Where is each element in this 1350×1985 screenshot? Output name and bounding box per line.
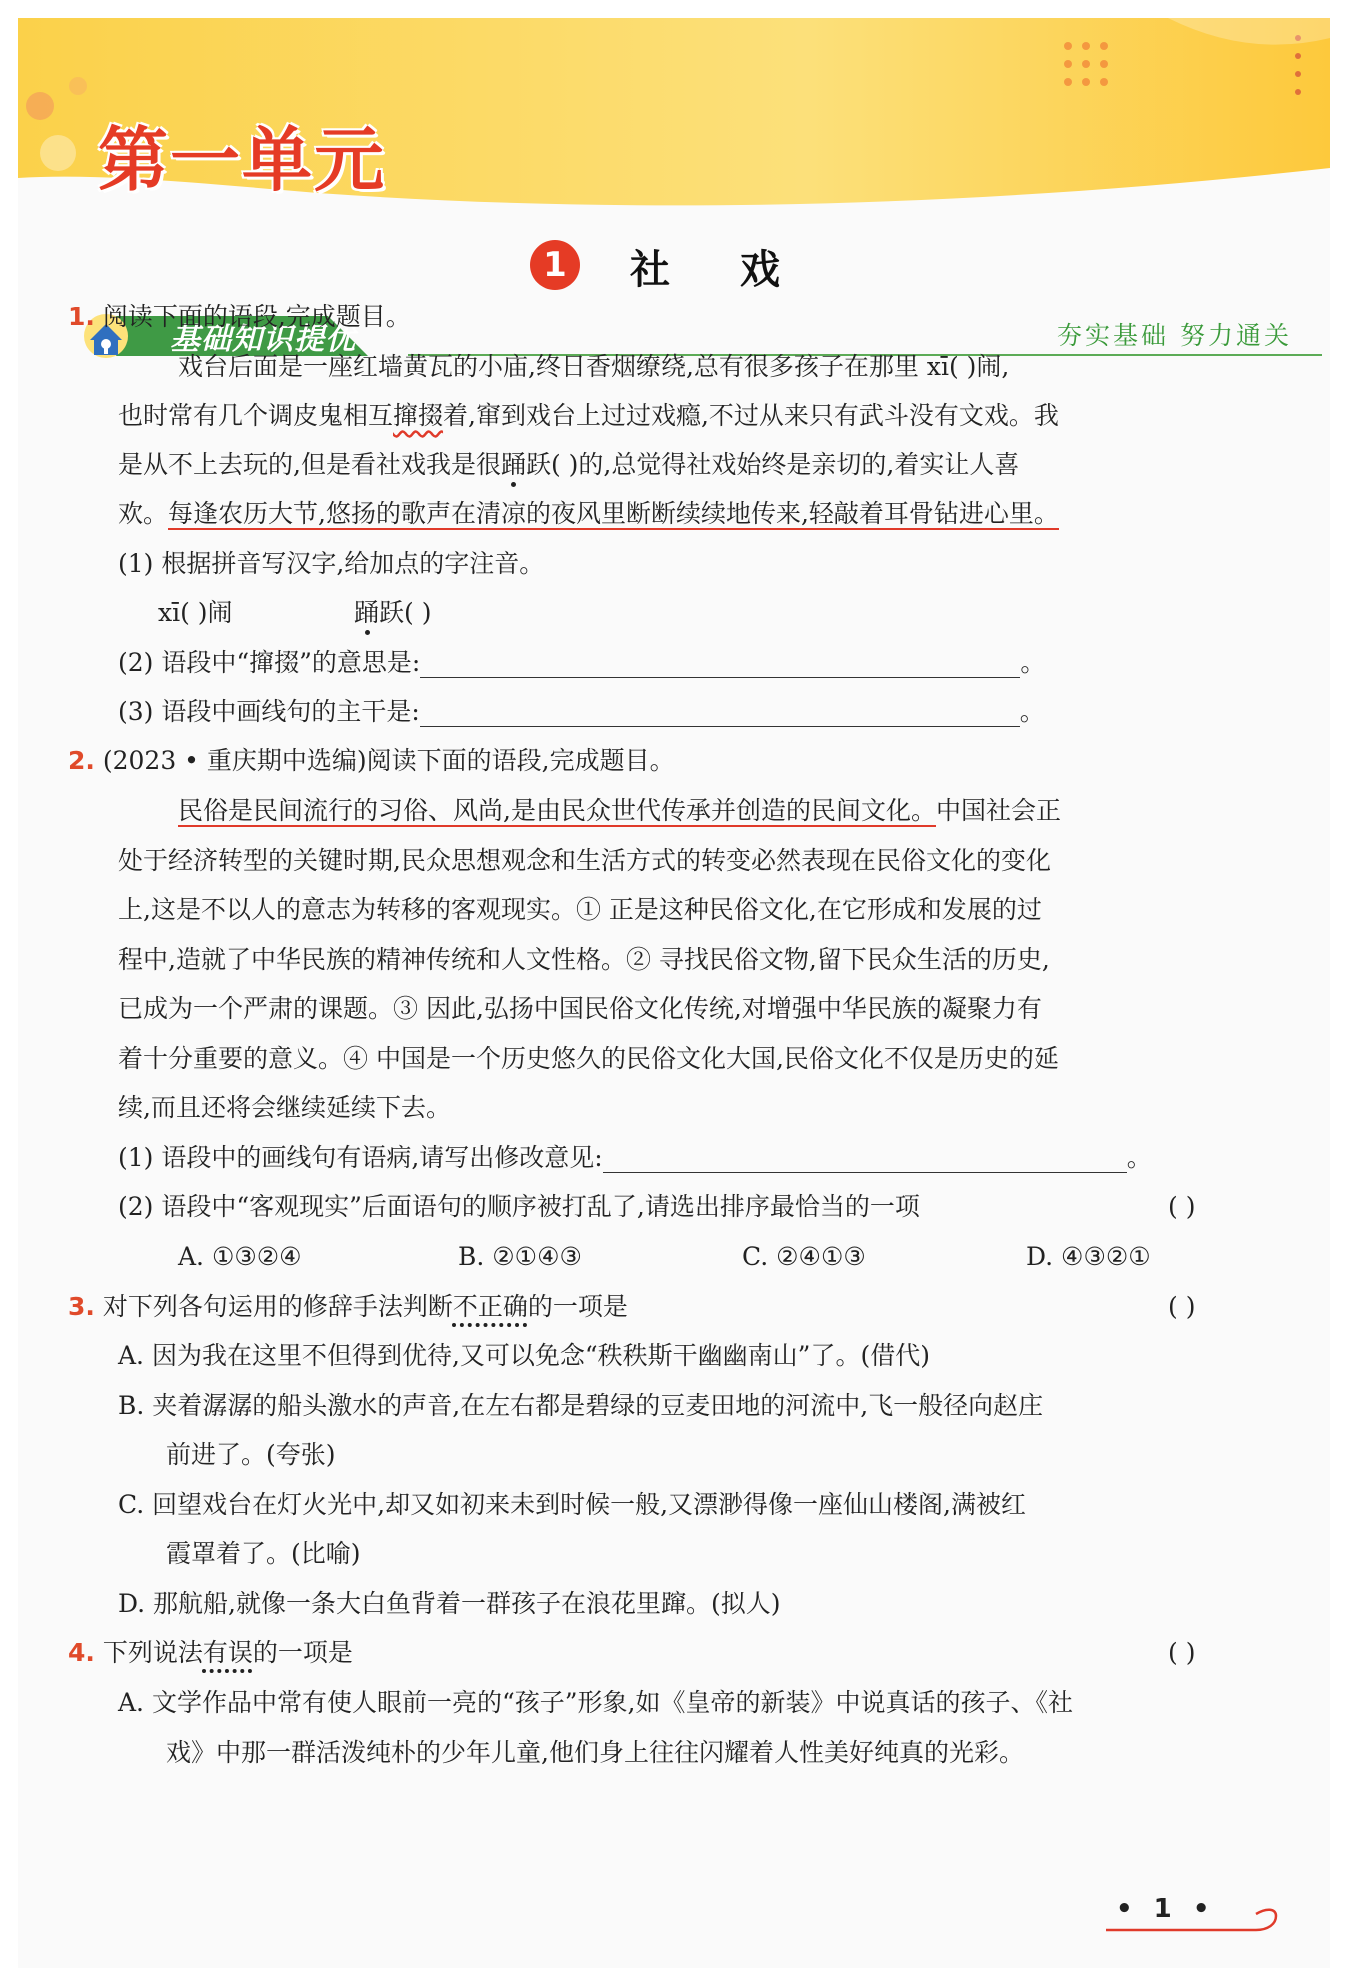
underlined-sentence: 民俗是民间流行的习俗、风尚,是由民众世代传承并创造的民间文化。 <box>178 796 936 825</box>
text: 也时常有几个调皮鬼相互 <box>118 401 394 430</box>
lesson-number-badge: 1 <box>530 240 580 290</box>
unit-title: 第一单元 <box>98 119 386 201</box>
option-d: D. ④③②① <box>1026 1242 1151 1271</box>
q4-header <box>68 1638 353 1668</box>
q2-passage-line: 处于经济转型的关键时期,民众思想观念和生活方式的转变必然表现在民俗文化的变化 <box>118 846 1051 875</box>
option-b: B. ②①④③ <box>458 1242 582 1271</box>
dotted-character: 踊 <box>500 450 526 479</box>
q2-subquestion-2: (2) 语段中“客观现实”后面语句的顺序被打乱了,请选出排序最恰当的一项 <box>118 1192 920 1221</box>
question-prompt: 下列说法 <box>102 1638 203 1667</box>
option-d: D. 那航船,就像一条大白鱼背着一群孩子在浪花里蹿。(拟人) <box>118 1589 781 1618</box>
q2-passage-line <box>178 796 1061 826</box>
lesson-heading <box>18 236 1330 296</box>
dotted-word: 有误 <box>202 1638 253 1667</box>
answer-blank[interactable] <box>420 653 1020 678</box>
option-b: B. 夹着潺潺的船头激水的声音,在左右都是碧绿的豆麦田地的河流中,飞一般径向赵庄 <box>118 1391 1044 1420</box>
q1-passage-line <box>118 401 1059 431</box>
option-a-cont: 戏》中那一群活泼纯朴的少年儿童,他们身上往往闪耀着人性美好纯真的光彩。 <box>166 1738 1024 1767</box>
answer-blank[interactable] <box>603 1148 1127 1173</box>
q1-subquestion-1: (1) 根据拼音写汉字,给加点的字注音。 <box>118 549 545 578</box>
text: (1) 语段中的画线句有语病,请写出修改意见: <box>118 1143 603 1172</box>
q2-passage-line: 上,这是不以人的意志为转移的客观现实。① 正是这种民俗文化,在它形成和发展的过 <box>118 895 1042 924</box>
question-prompt: 阅读下面的语段,完成题目。 <box>102 302 411 331</box>
q1-passage-line <box>118 450 1019 480</box>
unit-banner <box>18 18 1330 218</box>
q1-subquestion-2: (2) 语段中“撺掇”的意思是: 。 <box>118 648 1046 677</box>
text: 跃( )的,总觉得社戏始终是亲切的,着实让人喜 <box>525 450 1020 479</box>
q1-passage-line: 戏台后面是一座红墙黄瓦的小庙,终日香烟缭绕,总有很多孩子在那里 xī( )闹, <box>178 352 1010 381</box>
text: (2) 语段中“撺掇”的意思是: <box>118 648 421 677</box>
page-number: • 1 • <box>1116 1894 1216 1924</box>
option-c: C. 回望戏台在灯火光中,却又如初来未到时候一般,又漂渺得像一座仙山楼阁,满被红 <box>118 1490 1026 1519</box>
question-number: 1. <box>68 302 95 331</box>
question-number: 4. <box>68 1638 95 1667</box>
workbook-page <box>18 18 1330 1968</box>
lesson-title: 社戏 <box>630 246 850 293</box>
q1-passage-line <box>118 499 1059 529</box>
option-c-cont: 霞罩着了。(比喻) <box>166 1539 361 1568</box>
q2-passage-line: 程中,造就了中华民族的精神传统和人文性格。② 寻找民俗文物,留下民众生活的历史, <box>118 945 1050 974</box>
text: 不正确 <box>452 1292 528 1321</box>
q2-subquestion-1: (1) 语段中的画线句有语病,请写出修改意见: 。 <box>118 1143 1152 1172</box>
dotted-word <box>453 1292 528 1321</box>
footer-arrow-icon <box>1106 1894 1316 1938</box>
option-a: A. 文学作品中常有使人眼前一亮的“孩子”形象,如《皇帝的新装》中说真话的孩子、《社 <box>118 1688 1073 1717</box>
wavy-underlined-word: 撺掇 <box>393 401 444 430</box>
q1-header <box>68 302 411 332</box>
option-a: A. 因为我在这里不但得到优待,又可以免念“秩秩斯干幽幽南山”了。(借代) <box>118 1341 930 1370</box>
q1-answer-pinyin: xī( )闹 <box>158 598 233 627</box>
section-label: 基础知识提优 <box>170 322 356 357</box>
option-b-cont: 前进了。(夸张) <box>166 1440 336 1469</box>
q2-passage-line: 已成为一个严肃的课题。③ 因此,弘扬中国民俗文化传统,对增强中华民族的凝聚力有 <box>118 994 1042 1023</box>
page-footer <box>1116 1894 1326 1938</box>
q2-passage-line: 着十分重要的意义。④ 中国是一个历史悠久的民俗文化大国,民俗文化不仅是历史的延 <box>118 1044 1059 1073</box>
section-slogan: 夯实基础 努力通关 <box>1057 321 1292 350</box>
question-prompt: (2023 • 重庆期中选编)阅读下面的语段,完成题目。 <box>102 746 675 775</box>
question-number: 2. <box>68 746 95 775</box>
q1-answer-char <box>354 598 431 628</box>
dotted-character: 踊 <box>354 598 380 627</box>
text: 的一项是 <box>252 1638 353 1667</box>
answer-paren[interactable]: ( ) <box>1168 1638 1196 1667</box>
text: 欢。 <box>118 499 169 528</box>
text: 中国社会正 <box>935 796 1061 825</box>
option-c: C. ②④①③ <box>742 1242 866 1271</box>
answer-paren[interactable]: ( ) <box>1168 1292 1196 1321</box>
answer-blank[interactable] <box>420 702 1020 727</box>
q3-header <box>68 1292 628 1322</box>
question-prompt: 对下列各句运用的修辞手法判断 <box>102 1292 453 1321</box>
q2-header <box>68 746 675 776</box>
option-a: A. ①③②④ <box>178 1242 302 1271</box>
text: 是从不上去玩的,但是看社戏我是很 <box>118 450 501 479</box>
q1-subquestion-3: (3) 语段中画线句的主干是: 。 <box>118 697 1045 726</box>
text: 着,窜到戏台上过过戏瘾,不过从来只有武斗没有文戏。我 <box>443 401 1059 430</box>
underlined-sentence: 每逢农历大节,悠扬的歌声在清凉的夜风里断断续续地传来,轻敲着耳骨钻进心里。 <box>168 499 1059 528</box>
answer-paren[interactable]: ( ) <box>1168 1192 1196 1221</box>
q2-passage-line: 续,而且还将会继续延续下去。 <box>118 1093 451 1122</box>
text: 跃( ) <box>379 598 432 627</box>
text: (3) 语段中画线句的主干是: <box>118 697 420 726</box>
text: 的一项是 <box>527 1292 628 1321</box>
question-number: 3. <box>68 1292 95 1321</box>
